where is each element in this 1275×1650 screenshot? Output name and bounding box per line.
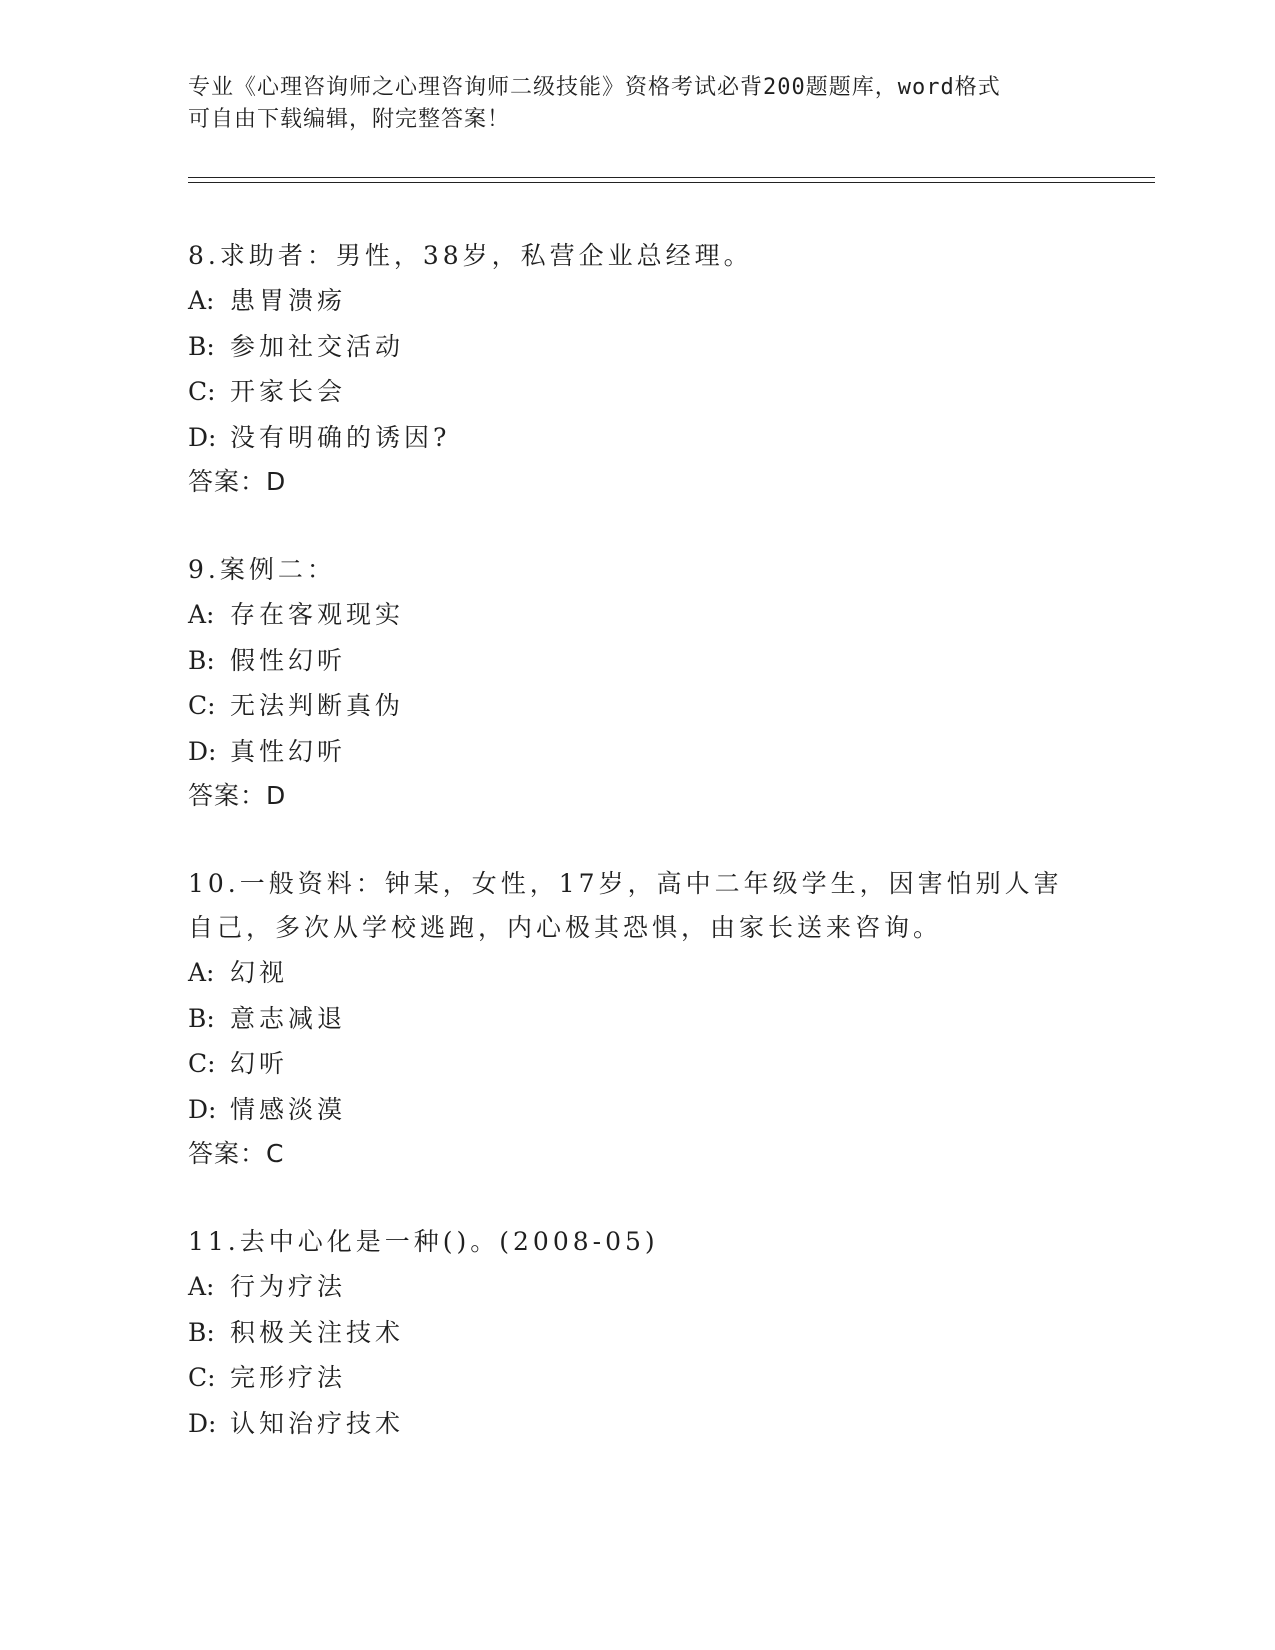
- option-d: [188, 729, 1088, 775]
- header-line-1: 专业《心理咨询师之心理咨询师二级技能》资格考试必背200题题库，word格式: [188, 75, 1001, 100]
- option-text: 没有明确的诱因?: [230, 422, 451, 452]
- option-c: [188, 683, 1088, 729]
- question-10: [188, 862, 1088, 1176]
- header-divider-top: [188, 177, 1155, 178]
- option-text: 完形疗法: [230, 1363, 347, 1392]
- option-c: [188, 369, 1088, 415]
- option-d: [188, 415, 1088, 461]
- document-header: [188, 72, 1068, 136]
- option-a: [188, 592, 1088, 638]
- option-letter: C:: [188, 1363, 216, 1392]
- option-text: 患胃溃疡: [230, 286, 347, 315]
- answer-line: 答案：D: [188, 781, 287, 810]
- option-letter: C:: [188, 691, 216, 720]
- option-letter: D:: [188, 1408, 217, 1438]
- header-divider-bottom: [188, 182, 1155, 183]
- option-letter: D:: [188, 736, 217, 766]
- option-text: 假性幻听: [230, 645, 347, 675]
- option-d: [188, 1087, 1088, 1133]
- option-letter: B:: [188, 1003, 215, 1033]
- option-letter: D:: [188, 422, 217, 452]
- header-line-2: 可自由下载编辑，附完整答案！: [188, 107, 511, 132]
- answer-line: 答案：C: [188, 1139, 285, 1168]
- option-d: [188, 1401, 1088, 1447]
- question-11: [188, 1220, 1088, 1446]
- option-letter: B:: [188, 331, 215, 361]
- option-text: 幻听: [230, 1049, 289, 1078]
- question-stem: 10.一般资料：钟某，女性，17岁，高中二年级学生，因害怕别人害自己，多次从学校逃跑，内心极其恐惧，由家长送来咨询。: [188, 869, 1063, 942]
- option-c: [188, 1041, 1088, 1087]
- question-stem: 8.求助者：男性，38岁，私营企业总经理。: [188, 241, 753, 270]
- option-letter: A:: [188, 1272, 215, 1301]
- option-letter: C:: [188, 377, 216, 406]
- option-text: 真性幻听: [230, 736, 347, 766]
- option-a: [188, 950, 1088, 996]
- option-letter: C:: [188, 1049, 216, 1078]
- option-text: 存在客观现实: [230, 600, 405, 629]
- option-text: 积极关注技术: [230, 1317, 405, 1347]
- option-b: [188, 1310, 1088, 1356]
- question-list: [188, 234, 1088, 1490]
- option-text: 意志减退: [230, 1003, 347, 1033]
- option-c: [188, 1355, 1088, 1401]
- question-9: [188, 548, 1088, 818]
- option-letter: A:: [188, 600, 215, 629]
- option-text: 情感淡漠: [230, 1094, 347, 1124]
- option-b: [188, 324, 1088, 370]
- option-letter: D:: [188, 1094, 217, 1124]
- option-letter: A:: [188, 286, 215, 315]
- question-stem: 9.案例二：: [188, 555, 336, 584]
- option-b: [188, 638, 1088, 684]
- option-text: 开家长会: [230, 377, 347, 406]
- option-text: 幻视: [230, 958, 289, 987]
- option-letter: B:: [188, 1317, 215, 1347]
- question-8: [188, 234, 1088, 504]
- option-a: [188, 1264, 1088, 1310]
- option-letter: B:: [188, 645, 215, 675]
- option-text: 参加社交活动: [230, 331, 405, 361]
- option-text: 行为疗法: [230, 1272, 347, 1301]
- option-text: 无法判断真伪: [230, 691, 405, 720]
- question-stem: 11.去中心化是一种()。(2008-05): [188, 1227, 659, 1256]
- option-a: [188, 278, 1088, 324]
- option-text: 认知治疗技术: [230, 1408, 405, 1438]
- option-letter: A:: [188, 958, 215, 987]
- answer-line: 答案：D: [188, 467, 287, 496]
- option-b: [188, 996, 1088, 1042]
